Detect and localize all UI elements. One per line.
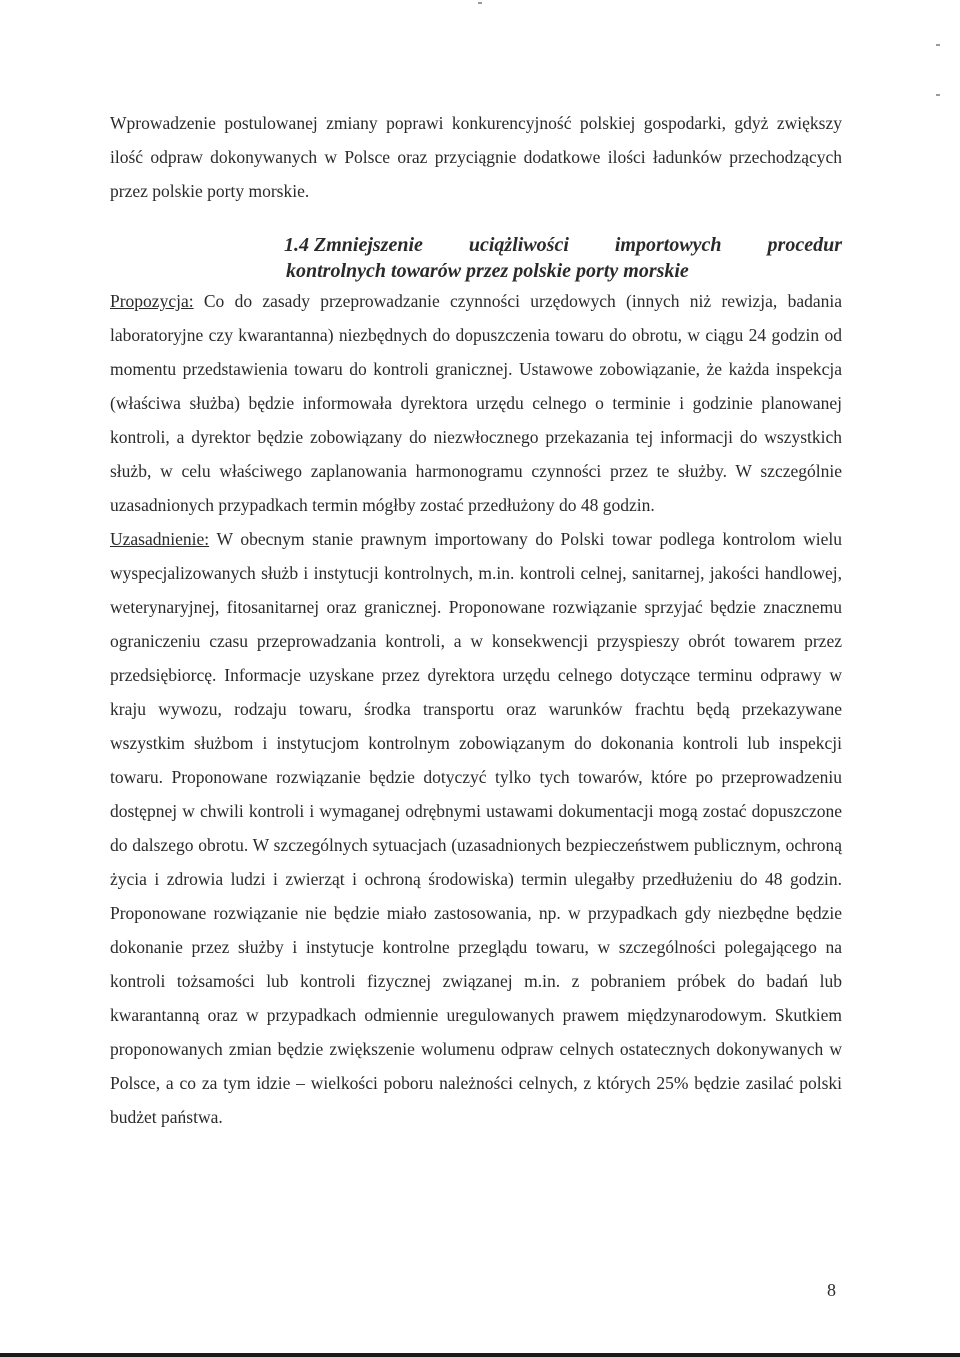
scan-artifact [936,44,940,46]
proposal-paragraph [110,284,842,522]
justification-label: Uzasadnienie: [110,529,210,549]
heading-word: procedur [767,234,842,256]
section-number: 1.4 [284,234,309,256]
section-body [110,284,842,1134]
section-heading-line-2: kontrolnych towarów przez polskie porty morskie [286,260,689,282]
heading-word: uciążliwości [468,234,569,256]
section-heading-line-1 [284,232,842,258]
scan-artifact [478,2,482,4]
section-number-and-word-1 [284,232,423,258]
justification-paragraph [110,522,842,1134]
intro-text: Wprowadzenie postulowanej zmiany poprawi konkurencyjność polskiej gospodarki, gdyż zwiększy ilość odpraw dokonywanych w Polsce oraz przyciągnie dodatkowe ilości ładunków przechodzących przez polskie porty morskie. [110,113,842,201]
heading-word: Zmniejszenie [314,234,423,256]
page-number: 8 [827,1280,836,1300]
proposal-text: Co do zasady przeprowadzanie czynności urzędowych (innych niż rewizja, badania laboratoryjne czy kwarantanna) niezbędnych do dopuszczenia towaru do obrotu, w ciągu 24 godzin od momentu przedstawienia towaru do kontroli granicznej. Ustawowe zobowiązanie, że każda inspekcja (właściwa służba) będzie informowała dyrektora urzędu celnego o terminie i godzinie planowanej kontroli, a dyrektor będzie zobowiązany do niezwłocznego przekazania tej informacji do wszystkich służb, w celu właściwego zaplanowania harmonogramu czynności przez te służby. W szczególnie uzasadnionych przypadkach termin mógłby zostać przedłużony do 48 godzin. [110,291,842,515]
scan-bottom-edge [0,1353,960,1357]
section-heading [284,232,842,284]
heading-word: importowych [614,234,722,256]
intro-paragraph [110,106,842,208]
scan-artifact [936,94,940,96]
justification-text: W obecnym stanie prawnym importowany do Polski towar podlega kontrolom wielu wyspecjalizowanych służb i instytucji kontrolnych, m.in. kontroli celnej, sanitarnej, jakości handlowej, weterynaryjnej, fitosanitarnej oraz granicznej. Proponowane rozwiązanie sprzyjać będzie znacznemu ograniczeniu czasu przeprowadzania kontroli, a w konsekwencji przyspieszy obrót towarem przez przedsiębiorcę. Informacje uzyskane przez dyrektora urzędu celnego dotyczące terminu odprawy w kraju wywozu, rodzaju towaru, środka transportu oraz warunków frachtu będą przekazywane wszystkim służbom i instytucjom kontrolnym zobowiązanym do dokonania kontroli lub inspekcji towaru. Proponowane rozwiązanie będzie dotyczyć tylko tych towarów, które po przeprowadzeniu dostępnej w chwili kontroli i wymaganej odrębnymi ustawami dokumentacji mogą zostać dopuszczone do dalszego obrotu. W szczególnych sytuacjach (uzasadnionych bezpieczeństwem publicznym, ochroną życia i zdrowia ludzi i zwierząt i ochroną środowiska) termin ulegałby przedłużeniu do 48 godzin. Proponowane rozwiązanie nie będzie miało zastosowania, np. w przypadkach gdy niezbędne będzie dokonanie przez służby i instytucje kontrolne przeglądu towaru, w szczególności polegającego na kontroli tożsamości lub kontroli fizycznej związanej m.in. z pobraniem próbek do badań lub kwarantanną oraz w przypadkach odmiennie uregulowanych prawem międzynarodowym. Skutkiem proponowanych zmian będzie zwiększenie wolumenu odpraw celnych ostatecznych dokonywanych w Polsce, a co za tym idzie – wielkości poboru należności celnych, z których 25% będzie zasilać polski budżet państwa. [110,529,842,1127]
proposal-label: Propozycja: [110,291,194,311]
